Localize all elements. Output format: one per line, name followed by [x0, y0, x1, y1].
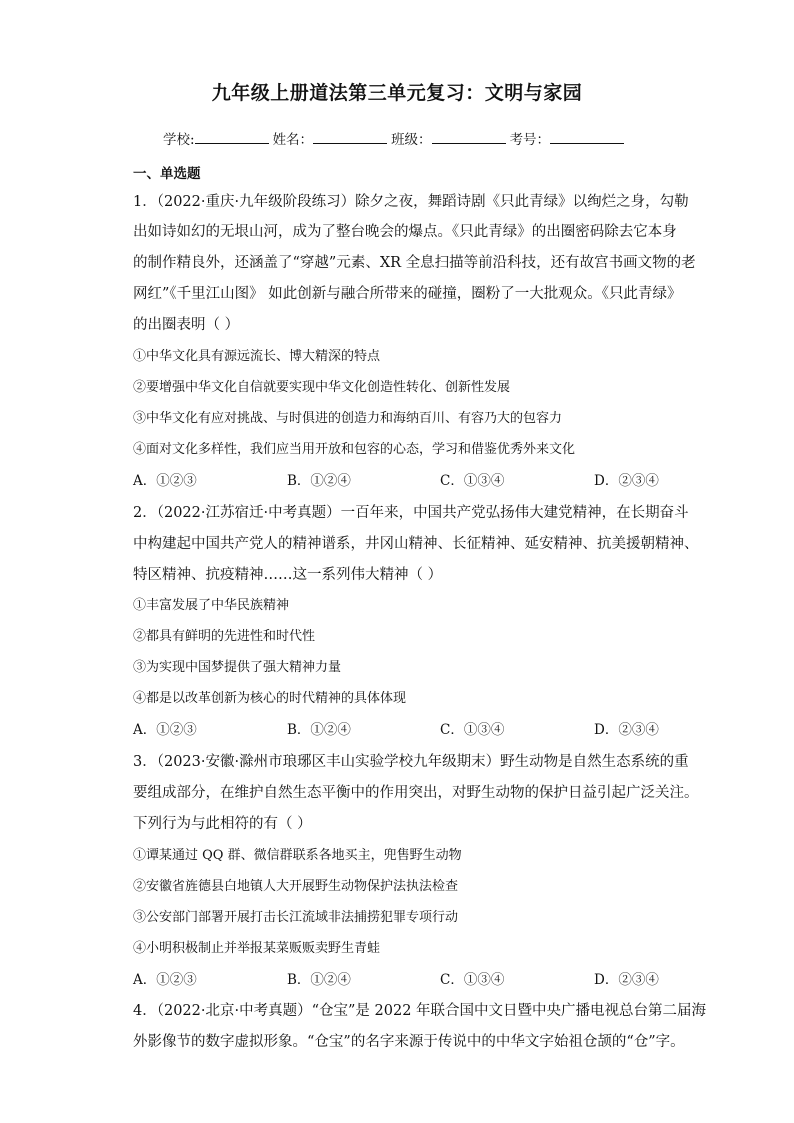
q2-choice-a: A．①②③: [133, 722, 197, 738]
q3-statement: ②安徽省旌德县白地镇人大开展野生动物保护法执法检查: [133, 879, 459, 894]
q2-choice-c: C．①③④: [440, 722, 505, 738]
exam-no-label: 考号：: [509, 132, 551, 148]
q2-statement: ①丰富发展了中华民族精神: [133, 598, 290, 613]
q3-choice-c: C．①③④: [440, 972, 505, 988]
q1-statement: ③中华文化有应对挑战、与时俱进的创造力和海纳百川、有容乃大的包容力: [133, 411, 563, 426]
q3-statement: ④小明积极制止并举报某菜贩贩卖野生青蛙: [133, 941, 381, 956]
q1-stem-line: 1．（2022·重庆·九年级阶段练习）除夕之夜，舞蹈诗剧《只此青绿》以绚烂之身，勾勒: [133, 194, 689, 210]
q3-stem-line: 下列行为与此相符的有（ ）: [133, 816, 312, 832]
page-title: 九年级上册道法第三单元复习：文明与家园: [211, 82, 583, 104]
class-blank: [432, 129, 506, 144]
q2-statement: ②都具有鲜明的先进性和时代性: [133, 629, 316, 644]
q2-stem-line: 2．（2022·江苏宿迁·中考真题）一百年来，中国共产党弘扬伟大建党精神，在长期奋斗: [133, 505, 689, 521]
q4-stem-line: 4．（2022·北京·中考真题）“仓宝”是 2022 年联合国中文日暨中央广播电视总台第二届海: [133, 1003, 707, 1019]
q3-statement: ③公安部门部署开展打击长江流域非法捕捞犯罪专项行动: [133, 910, 459, 925]
q3-choice-a: A．①②③: [133, 972, 197, 988]
q2-choice-b: B．①②④: [287, 722, 351, 738]
q2-statement: ④都是以改革创新为核心的时代精神的具体体现: [133, 691, 407, 706]
name-label: 姓名：: [272, 132, 314, 148]
school-blank: [195, 129, 269, 144]
q2-choice-d: D．②③④: [594, 722, 659, 738]
q3-choice-d: D．②③④: [594, 972, 659, 988]
q2-stem-line: 中构建起中国共产党人的精神谱系，井冈山精神、长征精神、延安精神、抗美援朝精神、: [133, 536, 699, 552]
q1-choice-c: C．①③④: [440, 473, 505, 489]
q1-choice-a: A．①②③: [133, 473, 197, 489]
q1-stem-line: 网红”《千里江山图》 如此创新与融合所带来的碰撞，圈粉了一大批观众。《只此青绿》: [133, 286, 682, 302]
q1-stem-line: 出如诗如幻的无垠山河，成为了整台晚会的爆点。《只此青绿》的出圈密码除去它本身: [133, 224, 677, 240]
q1-statement: ①中华文化具有源远流长、博大精深的特点: [133, 349, 381, 364]
q4-stem-line: 外影像节的数字虚拟形象。“仓宝”的名字来源于传说中的中华文字始祖仓颉的“仓”字。: [133, 1034, 685, 1050]
q2-stem-line: 特区精神、抗疫精神……这一系列伟大精神（ ）: [133, 567, 443, 583]
q1-statement: ②要增强中华文化自信就要实现中华文化创造性转化、创新性发展: [133, 380, 511, 395]
q3-choice-b: B．①②④: [287, 972, 351, 988]
school-label: 学校:: [163, 132, 195, 148]
q1-choice-b: B．①②④: [287, 473, 351, 489]
class-label: 班级：: [391, 132, 432, 148]
q1-stem-line: 的制作精良外，还涵盖了“穿越”元素、XR 全息扫描等前沿科技，还有故宫书画文物的老: [133, 255, 696, 271]
section-heading: 一、单选题: [133, 166, 201, 182]
q3-stem-line: 3．（2023·安徽·滁州市琅琊区丰山实验学校九年级期末）野生动物是自然生态系统的重: [133, 754, 689, 770]
exam-no-blank: [550, 129, 624, 144]
q2-statement: ③为实现中国梦提供了强大精神力量: [133, 660, 342, 675]
student-info-row: [163, 128, 628, 148]
q3-statement: ①谭某通过 QQ 群、微信群联系各地买主，兜售野生动物: [133, 848, 462, 863]
q1-stem-line: 的出圈表明（ ）: [133, 317, 240, 333]
q1-choice-d: D．②③④: [594, 473, 659, 489]
q1-statement: ④面对文化多样性，我们应当用开放和包容的心态，学习和借鉴优秀外来文化: [133, 442, 576, 457]
q3-stem-line: 要组成部分，在维护自然生态平衡中的作用突出，对野生动物的保护日益引起广泛关注。: [133, 785, 699, 801]
name-blank: [313, 129, 387, 144]
